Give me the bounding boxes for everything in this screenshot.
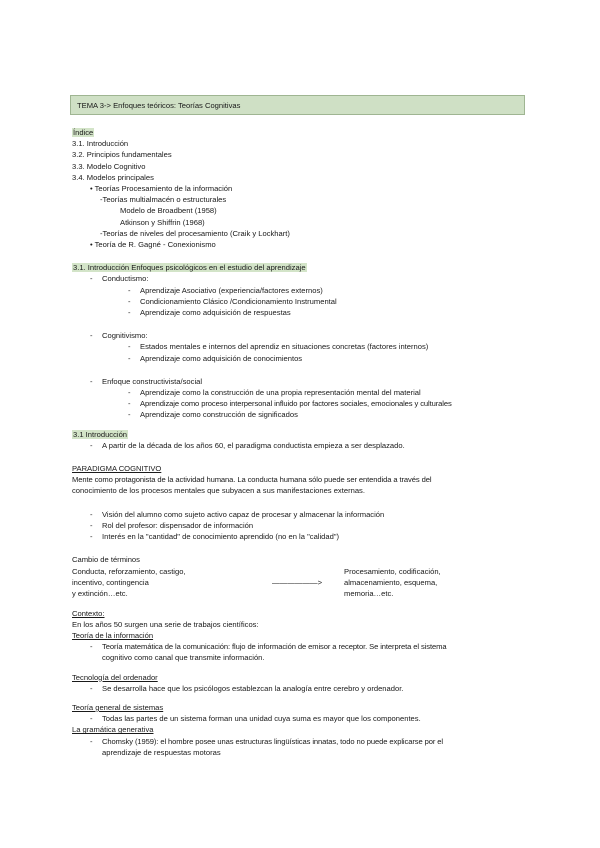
subsection-heading: PARADIGMA COGNITIVO: [72, 464, 162, 474]
list-item-continuation: cognitivo como canal que transmite información.: [102, 653, 265, 663]
index-item: 3.2. Principios fundamentales: [72, 150, 172, 160]
subsection-heading: La gramática generativa: [72, 725, 154, 735]
list-label: Enfoque constructivista/social: [102, 376, 203, 386]
index-subitem: • Teoría de R. Gagné - Conexionismo: [90, 240, 216, 250]
list-item: A partir de la década de los años 60, el paradigma conductista empieza a ser desplazado.: [102, 440, 405, 450]
index-subitem: • Teorías Procesamiento de la información: [90, 184, 233, 194]
list-item: Aprendizaje como proceso interpersonal influido por factores sociales, emocionales y culturales: [140, 399, 452, 409]
subsection-heading: Teoría de la información: [72, 630, 154, 640]
index-subitem: -Teorías de niveles del procesamiento (Craik y Lockhart): [100, 228, 290, 238]
index-item: 3.3. Modelo Cognitivo: [72, 161, 146, 171]
paragraph-line: Mente como protagonista de la actividad humana. La conducta humana sólo puede ser entendida a través del: [72, 475, 432, 485]
list-item-continuation: aprendizaje de respuestas motoras: [102, 747, 221, 757]
new-term: Procesamiento, codificación,: [344, 566, 441, 576]
subsection-heading: Teoría general de sistemas: [72, 702, 164, 712]
old-term: y extinción…etc.: [72, 588, 128, 598]
list-item: Chomsky (1959): el hombre posee unas estructuras lingüísticas innatas, todo no puede explicarse por el: [102, 736, 443, 746]
list-item: Aprendizaje como adquisición de respuestas: [140, 308, 291, 318]
index-subitem: Modelo de Broadbent (1958): [120, 206, 217, 216]
list-label: Conductismo:: [102, 274, 149, 284]
list-label: Cognitivismo:: [102, 331, 148, 341]
list-item: Teoría matemática de la comunicación: flujo de información de emisor a receptor. Se interpreta el sistema: [102, 642, 447, 652]
subsection-heading: Cambio de términos: [72, 555, 140, 565]
new-term: memoria…etc.: [344, 588, 394, 598]
list-item: Se desarrolla hace que los psicólogos establezcan la analogía entre cerebro y ordenador.: [102, 683, 404, 693]
title-box: [70, 95, 525, 115]
index-item: 3.1. Introducción: [72, 139, 129, 149]
new-term: almacenamiento, esquema,: [344, 577, 438, 587]
terms-comparison: [72, 566, 532, 600]
old-term: Conducta, reforzamiento, castigo,: [72, 566, 186, 576]
list-item: Aprendizaje como construcción de significados: [140, 410, 298, 420]
list-item: Aprendizaje como adquisición de conocimientos: [140, 353, 303, 363]
index-item: 3.4. Modelos principales: [72, 172, 154, 182]
paragraph-line: conocimiento de los procesos mentales que subyacen a sus manifestaciones externas.: [72, 486, 365, 496]
section-heading: 3.1. Introducción Enfoques psicológicos en el estudio del aprendizaje: [73, 263, 306, 273]
list-item: Condicionamiento Clásico /Condicionamiento Instrumental: [140, 296, 337, 306]
list-item: Aprendizaje como la construcción de una propia representación mental del material: [140, 388, 421, 398]
list-item: Aprendizaje Asociativo (experiencia/factores externos): [140, 285, 323, 295]
subsection-heading: Contexto:: [72, 608, 105, 618]
list-item: Visión del alumno como sujeto activo capaz de procesar y almacenar la información: [102, 509, 385, 519]
old-term: incentivo, contingencia: [72, 577, 149, 587]
document-content: Índice 3.1. Introducción 3.2. Principios fundamentales 3.3. Modelo Cognitivo 3.4. Modelos principales • Teorías Procesamiento de la información -Teorías multialmacén o estructurales Modelo de Broadbent (1958) Atkinson y Shiffrin (1968) -Teorías de niveles del procesamiento (Craik y Lockhart) • Teoría de R. Gagné - Conexionismo 3.1. Introducción Enfoques psicológicos en el estudio del aprendizaje - Conductismo: - Aprendizaje Asociativo (experiencia/factores externos) - Condicionamiento Clásico /Condicionamiento Instrumental - Aprendizaje como adquisición de respuestas - Cognitivismo: - Estados mentales e internos del aprendiz en situaciones concretas (factores internos) - Aprendizaje como adquisición de conocimientos - Enfoque constructivista/social - Aprendizaje como la construcción de una propia representación mental del material - Aprendizaje como proceso interpersonal influido por factores sociales, emocionales y culturales - Aprendizaje como construcción de significados 3.1 Introducción - A partir de la década de los años 60, el paradigma conductista empieza a ser desplazado. PARADIGMA COGNITIVO Mente como protagonista de la actividad humana. La conducta humana sólo puede ser entendida a través del conocimiento de los procesos mentales que subyacen a sus manifestaciones externas. - Visión del alumno como sujeto activo capaz de procesar y almacenar la información - Rol del profesor: dispensador de información - Interés en la "cantidad" de conocimiento aprendido (no en la "calidad") Cambio de términos Conducta, reforzamiento, castigo, incentivo, contingencia y extinción…etc. ——————> Procesamiento, codificación, almacenamiento, esquema, memoria…etc. Contexto: En los años 50 surgen una serie de trabajos científicos: Teoría de la información - Teoría matemática de la comunicación: flujo de información de emisor a receptor. Se interpreta el sistema cognitivo como canal que transmite información. Tecnología del ordenador - Se desarrolla hace que los psicólogos establezcan la analogía entre cerebro y ordenador. Teoría general de sistemas - Todas las partes de un sistema forman una unidad cuya suma es mayor que los componentes. La gramática generativa - Chomsky (1959): el hombre posee unas estructuras lingüísticas innatas, todo no puede explicarse por el aprendizaje de respuestas motoras: [72, 127, 532, 758]
list-item: Interés en la "cantidad" de conocimiento aprendido (no en la "calidad"): [102, 532, 340, 542]
section-heading: 3.1 Introducción: [73, 429, 128, 439]
subsection-heading: Tecnología del ordenador: [72, 672, 158, 682]
index-subitem: Atkinson y Shiffrin (1968): [120, 217, 205, 227]
index-heading: Índice: [73, 128, 94, 137]
list-item: Rol del profesor: dispensador de información: [102, 520, 254, 530]
index-subitem: -Teorías multialmacén o estructurales: [100, 195, 227, 205]
list-item: Estados mentales e internos del aprendiz en situaciones concretas (factores internos): [140, 342, 429, 352]
list-item: Todas las partes de un sistema forman una unidad cuya suma es mayor que los componentes.: [102, 714, 421, 724]
arrow-right-icon: ——————>: [272, 577, 322, 587]
page-title: TEMA 3-> Enfoques teóricos: Teorías Cognitivas: [77, 101, 241, 110]
paragraph-line: En los años 50 surgen una serie de trabajos científicos:: [72, 619, 259, 629]
